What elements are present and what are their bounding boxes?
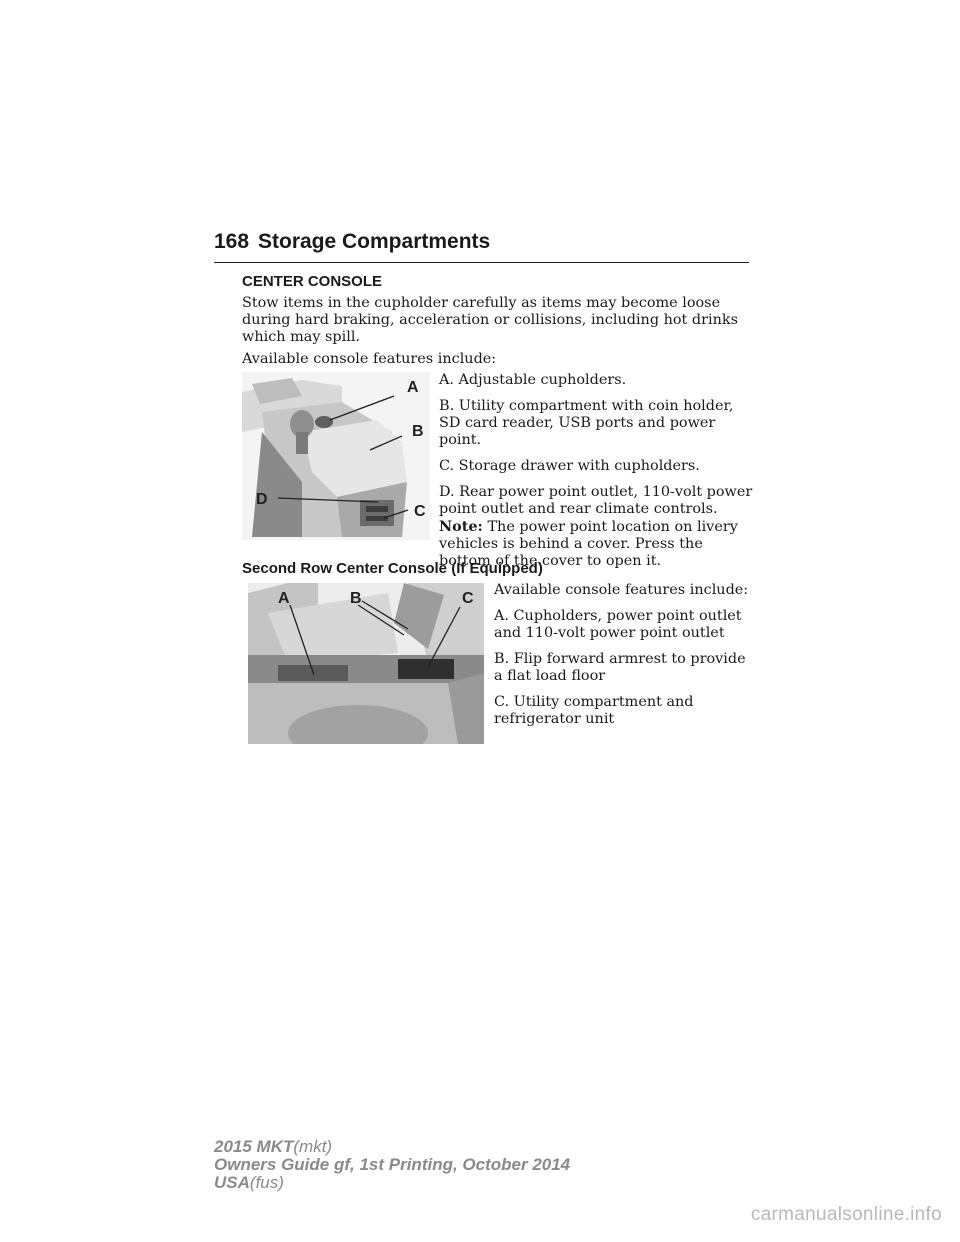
footer-line-1 [214, 1138, 570, 1156]
center-console-item-b: B. Utility compartment with coin holder, SD card reader, USB ports and power point. [439, 398, 734, 448]
callout-c: C [414, 503, 426, 520]
footer-market-code: (fus) [249, 1173, 284, 1192]
page-footer [214, 1138, 570, 1192]
second-row-features-intro: Available console features include: [494, 582, 749, 598]
second-row-illustration [248, 583, 484, 744]
center-console-drawing [242, 372, 430, 540]
center-console-intro: Stow items in the cupholder carefully as items may become loose during hard braking, acceleration or collisions, including hot drinks which may spill. [242, 295, 738, 345]
center-console-heading: CENTER CONSOLE [242, 273, 383, 290]
footer-model-code: (mkt) [293, 1137, 333, 1156]
second-row-item-c: C. Utility compartment and refrigerator unit [494, 694, 694, 727]
center-console-feature-list [439, 372, 754, 579]
page-number: 168 [214, 230, 250, 253]
note-text: The power point location on livery vehicles is behind a cover. Press the bottom of the cover to open it. [439, 519, 738, 569]
callout-b: B [350, 590, 362, 607]
chapter-title: Storage Compartments [258, 230, 491, 253]
second-row-feature-list [494, 582, 754, 737]
callout-d: D [256, 491, 268, 508]
callout-a: A [278, 590, 290, 607]
center-console-illustration [242, 372, 430, 540]
center-console-features-intro: Available console features include: [242, 351, 497, 367]
footer-line-3 [214, 1174, 570, 1192]
center-console-item-d: D. Rear power point outlet, 110-volt power point outlet and rear climate controls. [439, 484, 753, 517]
note-label: Note: [439, 518, 483, 535]
second-row-item-a: A. Cupholders, power point outlet and 110-volt power point outlet [494, 608, 742, 641]
center-console-item-c: C. Storage drawer with cupholders. [439, 458, 700, 474]
second-row-heading: Second Row Center Console (If Equipped) [242, 560, 543, 577]
callout-b: B [412, 423, 424, 440]
watermark: carmanualsonline.info [750, 1204, 942, 1225]
footer-line-2: Owners Guide gf, 1st Printing, October 2014 [214, 1155, 571, 1174]
page-header [214, 228, 749, 263]
center-console-item-a: A. Adjustable cupholders. [439, 372, 627, 388]
footer-market: USA [214, 1173, 250, 1192]
callout-c: C [462, 590, 474, 607]
second-row-drawing [248, 583, 484, 744]
second-row-item-b: B. Flip forward armrest to provide a flat load floor [494, 651, 746, 684]
footer-model: 2015 MKT [214, 1137, 294, 1156]
callout-a: A [407, 379, 419, 396]
